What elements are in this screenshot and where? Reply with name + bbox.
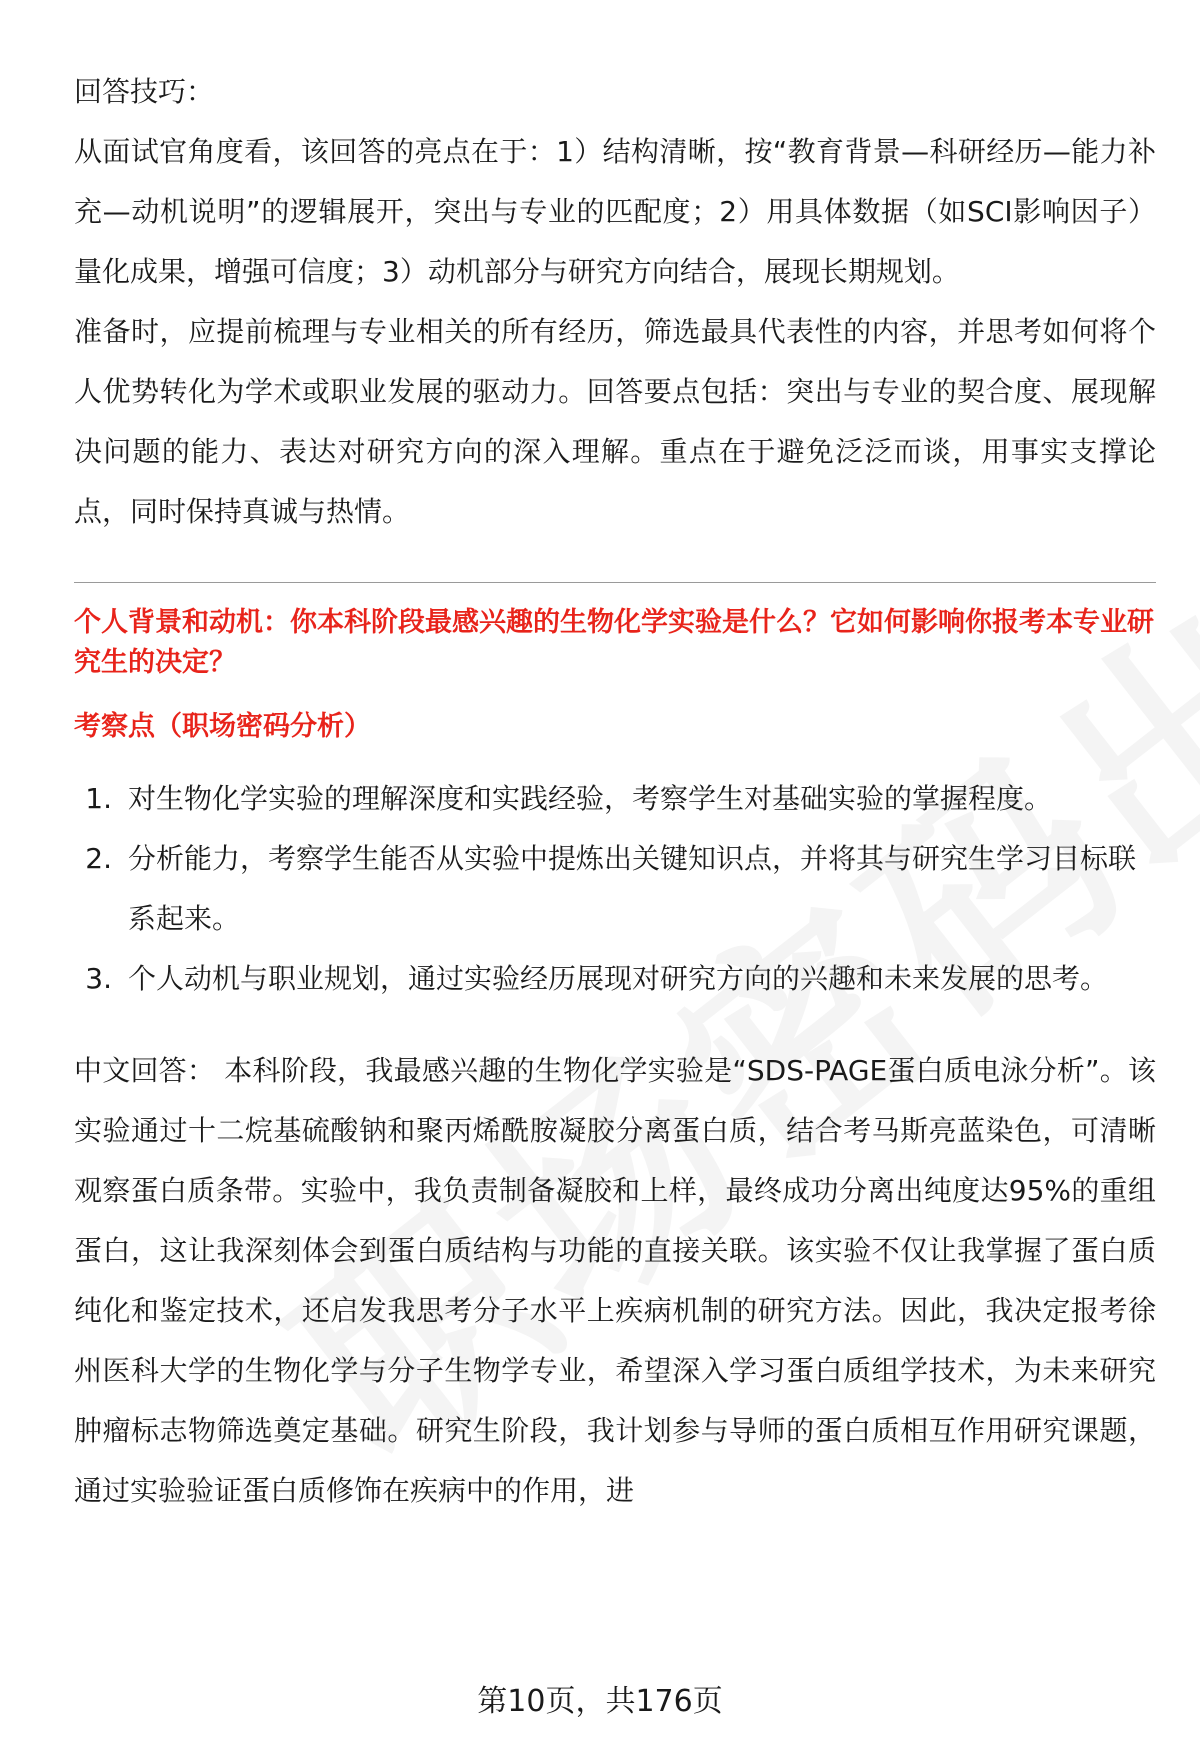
question-title: 个人背景和动机：你本科阶段最感兴趣的生物化学实验是什么？它如何影响你报考本专业研究生的决定？ xyxy=(74,607,1154,678)
assessment-points-heading: 考察点（职场密码分析） xyxy=(74,711,371,742)
list-item xyxy=(74,949,1156,1009)
tips-label: 回答技巧： xyxy=(74,75,215,108)
list-item-number: 3. xyxy=(85,962,112,995)
list-item-text: 分析能力，考察学生能否从实验中提炼出关键知识点，并将其与研究生学习目标联系起来。 xyxy=(128,842,1137,935)
list-item xyxy=(74,769,1156,829)
tips-paragraph-1: 从面试官角度看，该回答的亮点在于：1）结构清晰，按“教育背景—科研经历—能力补充—动机说明”的逻辑展开，突出与专业的匹配度；2）用具体数据（如SCI影响因子）量化成果，增强可信度；3）动机部分与研究方向结合，展现长期规划。 xyxy=(74,135,1156,288)
section-divider xyxy=(74,582,1156,583)
list-item xyxy=(74,829,1156,949)
list-item-number: 1. xyxy=(85,782,112,815)
document-page xyxy=(74,62,1156,1521)
tips-paragraph-2: 准备时，应提前梳理与专业相关的所有经历，筛选最具代表性的内容，并思考如何将个人优势转化为学术或职业发展的驱动力。回答要点包括：突出与专业的契合度、展现解决问题的能力、表达对研究方向的深入理解。重点在于避免泛泛而谈，用事实支撑论点，同时保持真诚与热情。 xyxy=(74,315,1156,528)
list-item-text: 个人动机与职业规划，通过实验经历展现对研究方向的兴趣和未来发展的思考。 xyxy=(128,962,1109,995)
page-number-footer: 第10页，共176页 xyxy=(477,1684,723,1719)
list-item-text: 对生物化学实验的理解深度和实践经验，考察学生对基础实验的掌握程度。 xyxy=(128,782,1053,815)
list-item-number: 2. xyxy=(85,842,112,875)
chinese-answer-paragraph: 中文回答： 本科阶段，我最感兴趣的生物化学实验是“SDS-PAGE蛋白质电泳分析”。该实验通过十二烷基硫酸钠和聚丙烯酰胺凝胶分离蛋白质，结合考马斯亮蓝染色，可清晰观察蛋白质条带。实验中，我负责制备凝胶和上样，最终成功分离出纯度达95%的重组蛋白，这让我深刻体会到蛋白质结构与功能的直接关联。该实验不仅让我掌握了蛋白质纯化和鉴定技术，还启发我思考分子水平上疾病机制的研究方法。因此，我决定报考徐州医科大学的生物化学与分子生物学专业，希望深入学习蛋白质组学技术，为未来研究肿瘤标志物筛选奠定基础。研究生阶段，我计划参与导师的蛋白质相互作用研究课题，通过实验验证蛋白质修饰在疾病中的作用，进 xyxy=(74,1054,1156,1507)
assessment-points-list xyxy=(74,769,1156,1009)
